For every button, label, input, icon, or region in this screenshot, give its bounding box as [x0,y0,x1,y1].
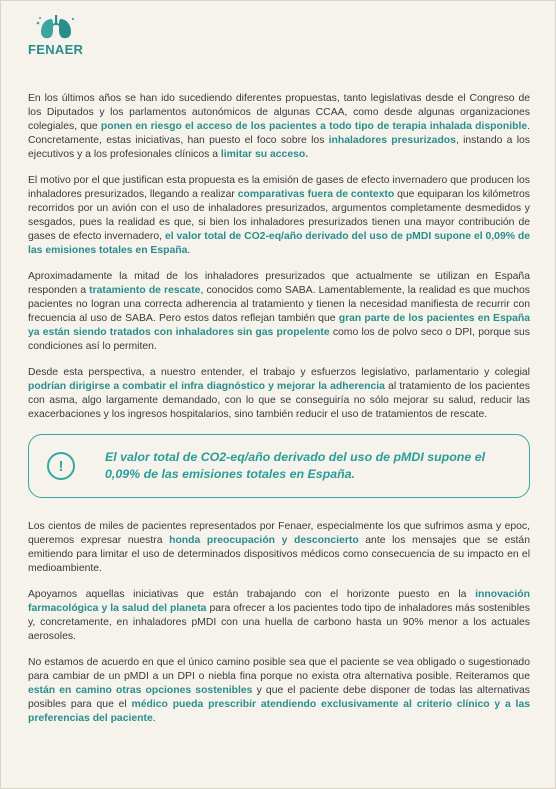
highlighted-text: innovación farmacológica y la salud del planeta [28,589,530,615]
body-text: que equiparan los kilómetros recorridos por un avión con el uso de inhaladores presurizados, argumentos completamente desmedidos y sesgados, pues la realidad es que, si bien los inhaladores presurizados tienen una mayor contribución de gases de efecto invernadero, [28,188,530,242]
highlighted-text: el valor total de CO2-eq/año derivado del uso de pMDI supone el 0,09% de las emisiones totales en España [28,230,530,256]
body-text: Apoyamos aquellas iniciativas que están trabajando con el horizonte puesto en la [28,589,476,601]
body-text: Aproximadamente la mitad de los inhaladores presurizados que actualmente se utilizan en España responden a [28,270,530,296]
highlighted-text: limitar su acceso. [220,148,309,160]
brand-name: FENAER [28,42,84,57]
paragraph [28,588,530,644]
body-text: y que el paciente debe disponer de todas las alternativas posibles para que el [28,685,530,710]
body-text: Desde esta perspectiva, a nuestro entender, el trabajo y esfuerzos legislativo, parlamentario y colegial [28,366,530,378]
paragraph [28,92,530,162]
paragraphs-after-callout [28,520,530,726]
body-text: , instando a los ejecutivos y a los profesionales clínicos a [28,134,530,160]
exclamation-circle-icon: ! [47,452,75,480]
body-text: . [187,244,191,256]
highlighted-text: comparativas fuera de contexto [237,188,395,200]
highlighted-text: tratamiento de rescate [89,284,201,296]
highlighted-text: podrían dirigirse a combatir el infra diagnóstico y mejorar la adherencia [28,380,385,392]
body-text: . [152,712,156,724]
body-text: ante los mensajes que se están emitiendo para limitar el uso de determinados dispositivos médicos como consecuencia de su impacto en el medioambiente. [28,534,530,574]
highlighted-text: inhaladores presurizados [328,134,456,146]
highlighted-text: están en camino otras opciones sostenibles [28,685,253,697]
paragraph [28,366,530,422]
body-text: al tratamiento de los pacientes con asma, algo largamente demandado, con lo que se conseguiría no sólo mejorar su salud, reducir las exacerbaciones y los ingresos hospitalarios, sino también reducir el uso de tratamientos de rescate. [28,380,530,420]
paragraph [28,520,530,576]
body-text: No estamos de acuerdo en que el único camino posible sea que el paciente se vea obligado o sugestionado para cambiar de un pMDI a un DPI o niebla fina porque no exista otra alternativa posible. Reiteramos que [28,657,530,683]
highlight-callout [28,434,530,498]
paragraph [28,270,530,353]
body-text: como los de polvo seco o DPI, porque sus condiciones así lo permiten. [28,326,530,352]
body-text: , conocidos como SABA. Lamentablemente, la realidad es que muchos pacientes no logran una correcta adherencia al tratamiento y tienen la necesidad manifiesta de recurrir con frecuencia al uso de SABA. Pero estos datos reflejan también que [28,284,530,324]
fenaer-logo [28,14,98,57]
body-text: El motivo por el que justifican esta propuesta es la emisión de gases de efecto invernadero que producen los inhaladores presurizados, llegando a realizar [28,175,530,200]
document-body [28,92,530,738]
highlighted-text: médico pueda prescribir atendiendo exclusivamente al criterio clínico y a las preferencias del paciente [28,699,531,724]
body-text: . Concretamente, estas iniciativas, han puesto el foco sobre los [28,120,530,146]
paragraph [28,656,530,726]
callout-text: El valor total de CO2-eq/año derivado del uso de pMDI supone el 0,09% de las emisiones totales en España. [105,450,486,482]
highlighted-text: honda preocupación y desconcierto [169,534,359,546]
highlighted-text: ponen en riesgo el acceso de los pacientes a todo tipo de terapia inhalada disponible [100,120,528,132]
paragraph [28,174,530,257]
body-text: Los cientos de miles de pacientes representados por Fenaer, especialmente los que sufrimos asma y epoc, queremos expresar nuestra [28,521,530,546]
highlighted-text: gran parte de los pacientes en España ya están siendo tratados con inhaladores sin gas propelente [28,312,530,338]
body-text: para ofrecer a los pacientes todo tipo de inhaladores más sostenibles y, concretamente, en inhaladores pMDI con una huella de carbono hasta un 90% menor a los actuales aerosoles. [28,603,530,642]
lungs-logo-icon [36,14,76,40]
paragraphs-before-callout [28,92,530,422]
body-text: En los últimos años se han ido sucediendo diferentes propuestas, tanto legislativas desde el Congreso de los Diputados y los parlamentos autonómicos de algunas CCAA, como desde algunas organizaciones colegiales, que [28,93,530,132]
